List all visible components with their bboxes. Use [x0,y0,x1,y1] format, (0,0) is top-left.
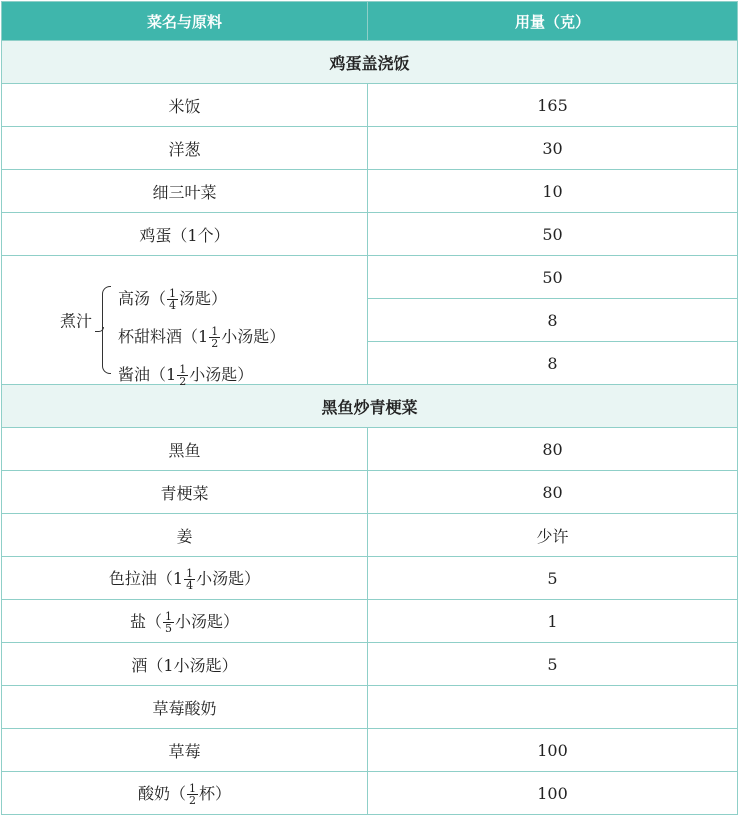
ingredient-amount: 10 [368,170,738,213]
ingredient-name: 黑鱼 [2,428,368,471]
ingredient-name: 洋葱 [2,127,368,170]
ingredient-name: 米饭 [2,84,368,127]
brace-icon [102,286,111,374]
fraction: $\frac{1}{2}$ [211,325,219,350]
ingredient-amount [368,686,738,729]
table-row [2,772,738,815]
fraction: $\frac{1}{5}$ [165,609,172,635]
ingredient-name: 色拉油（1 $\frac{1}{4}$ 小汤匙） [2,557,368,600]
ingredient-amount: 5 [368,643,738,686]
table-row [2,428,738,471]
fraction: $\frac{1}{4}$ [186,566,194,592]
ingredient-name: 酒（1小汤匙） [2,643,368,686]
recipe-table [1,1,738,815]
section-title: 鸡蛋盖浇饭 [2,41,738,84]
ingredient-amount: 1 [368,600,738,643]
section-row [2,41,738,84]
table-row [2,729,738,772]
ingredient-name: 草莓 [2,729,368,772]
ingredient-name: 盐（ $\frac{1}{5}$ 小汤匙） [2,600,368,643]
ingredient-amount: 165 [368,84,738,127]
table-row [2,600,738,643]
ingredient-amount: 30 [368,127,738,170]
sauce-label: 煮汁 [60,311,93,331]
ingredient-amount: 8 [368,299,738,342]
ingredient-amount: 100 [368,772,738,815]
sauce-item: 杯甜料酒（1 $\frac{1}{2}$ 小汤匙） [118,325,286,350]
fraction: $\frac{1}{4}$ [169,287,177,312]
table-row [2,557,738,600]
table-row [2,471,738,514]
ingredient-amount: 50 [368,213,738,256]
ingredient-name: 酸奶（ $\frac{1}{2}$ 杯） [2,772,368,815]
sauce-group-cell [2,256,368,388]
ingredient-amount: 80 [368,428,738,471]
table-row [2,686,738,729]
ingredient-amount: 80 [368,471,738,514]
sauce-list [118,280,285,394]
header-row [2,2,738,41]
table-row [2,170,738,213]
sauce-item: 酱油（1 $\frac{1}{2}$ 小汤匙） [118,363,254,388]
ingredient-amount: 100 [368,729,738,772]
ingredient-amount: 8 [368,342,738,385]
ingredient-amount: 少许 [368,514,738,557]
fraction: $\frac{1}{2}$ [189,781,196,807]
ingredient-name: 姜 [2,514,368,557]
table-row [2,643,738,686]
table-row [2,256,738,299]
ingredient-amount: 50 [368,256,738,299]
ingredient-amount: 5 [368,557,738,600]
table-row [2,84,738,127]
ingredient-name: 青梗菜 [2,471,368,514]
fraction: $\frac{1}{2}$ [179,363,187,388]
table-row [2,514,738,557]
table-row [2,213,738,256]
dish-title: 草莓酸奶 [2,686,368,729]
header-dish-ingredient: 菜名与原料 [2,2,368,41]
header-amount: 用量（克） [368,2,738,41]
sauce-item: 高汤（ $\frac{1}{4}$ 汤匙） [118,287,228,312]
ingredient-name: 细三叶菜 [2,170,368,213]
ingredient-name: 鸡蛋（1个） [2,213,368,256]
table-row [2,127,738,170]
section-title: 黑鱼炒青梗菜 [2,385,738,428]
section-row [2,385,738,428]
